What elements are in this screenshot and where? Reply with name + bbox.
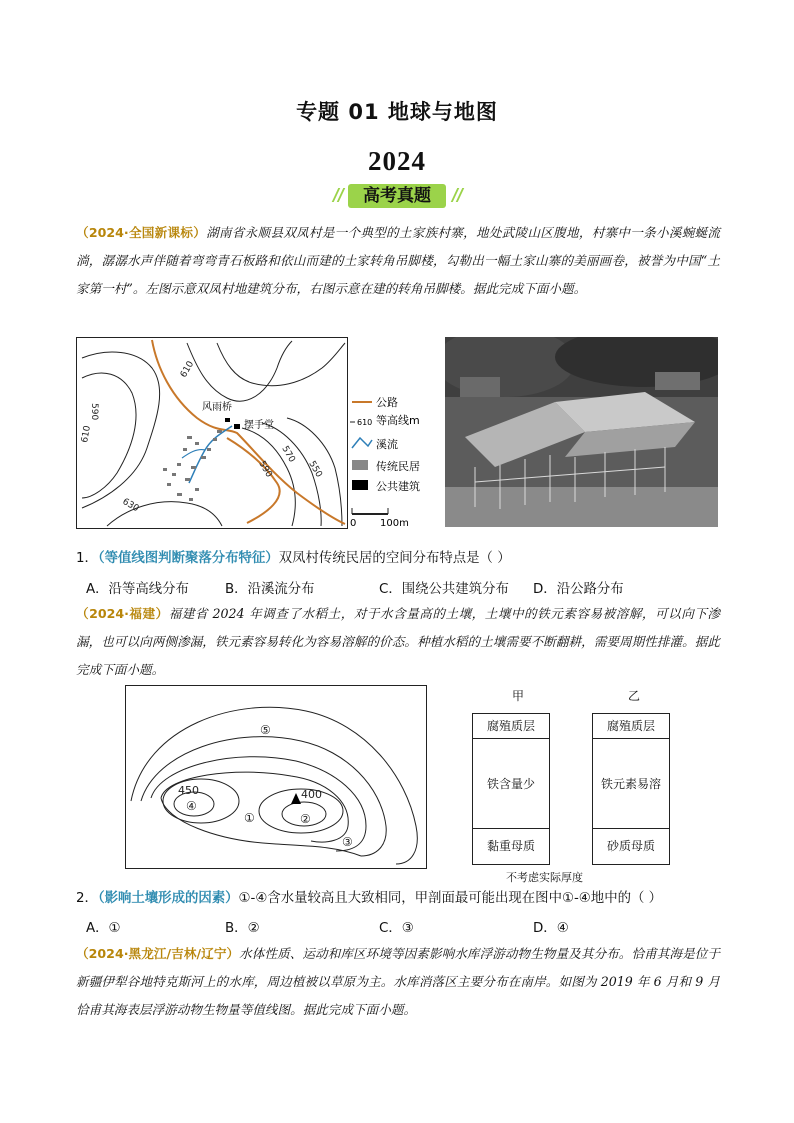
site-label: ⑤ bbox=[260, 723, 271, 737]
profile-column-1 bbox=[472, 713, 550, 865]
public-building bbox=[234, 424, 240, 429]
legend-road-label: 公路 bbox=[376, 396, 398, 409]
passage-2 bbox=[76, 600, 720, 684]
passage-text: 福建省 2024 年调查了水稻土，对于水含量高的土壤，土壤中的铁元素容易被溶解，可以向下渗漏，也可以向两侧渗漏，铁元素容易转化为容易溶解的价态。种植水稻的土壤需要不断翻耕，需要周期性排灌。据此完成下面小题。 bbox=[76, 606, 720, 677]
option-a[interactable]: A．沿等高线分布 bbox=[86, 582, 189, 597]
profile-layer: 铁元素易溶 bbox=[593, 739, 669, 829]
profile-column-2 bbox=[592, 713, 670, 865]
legend-stream-sample bbox=[352, 438, 372, 448]
peak-triangle-icon bbox=[291, 793, 301, 804]
question-tag: （等值线图判断聚落分布特征） bbox=[97, 551, 279, 566]
profile-layer: 腐殖质层 bbox=[593, 714, 669, 739]
question-number: 1． bbox=[76, 551, 98, 566]
contour-label: 590 bbox=[89, 403, 99, 421]
contour-value: 400 bbox=[301, 788, 322, 801]
option-b[interactable]: B．② bbox=[225, 921, 260, 936]
scale-end: 100m bbox=[380, 518, 409, 529]
site-label: ③ bbox=[342, 835, 353, 849]
legend-contour-label: 等高线m bbox=[376, 414, 420, 427]
profile-title-1: 甲 bbox=[512, 689, 525, 703]
passage-3 bbox=[76, 940, 720, 1024]
bridge-label: 风雨桥 bbox=[202, 402, 232, 413]
profile-note: 不考虑实际厚度 bbox=[506, 871, 583, 884]
hall-label: 摆手堂 bbox=[244, 420, 274, 431]
stream-line bbox=[189, 426, 232, 483]
site-label: ① bbox=[244, 811, 255, 825]
option-c[interactable]: C．③ bbox=[379, 921, 414, 936]
contour-value: 450 bbox=[178, 784, 199, 797]
road-line bbox=[152, 340, 345, 524]
scale-zero: 0 bbox=[350, 518, 357, 529]
option-b[interactable]: B．沿溪流分布 bbox=[225, 582, 315, 597]
legend-stream-label: 溪流 bbox=[376, 438, 398, 451]
profile-layer: 砂质母质 bbox=[606, 839, 655, 853]
year-heading: 2024 bbox=[368, 146, 426, 176]
contour-line bbox=[151, 757, 366, 851]
contour-label: 590 bbox=[256, 459, 274, 480]
legend-contour-value: 610 bbox=[357, 418, 373, 427]
option-d[interactable]: D．④ bbox=[533, 921, 569, 936]
section-label: 高考真题 bbox=[348, 184, 446, 208]
contour-line bbox=[82, 352, 160, 508]
passage-text: 湖南省永顺县双凤村是一个典型的土家族村寨，地处武陵山区腹地，村寨中一条小溪蜿蜒流淌，潺潺水声伴随着弯弯青石板路和依山而建的土家转角吊脚楼，勾勒出一幅土家山寨的美丽画卷，被誉为中国“土家第一村”。左图示意双凤村地建筑分布，右图示意在建的转角吊脚楼。据此完成下面小题。 bbox=[76, 225, 720, 296]
passage-1 bbox=[76, 219, 720, 303]
soil-contour-map bbox=[125, 685, 427, 869]
site-label: ④ bbox=[186, 799, 197, 813]
legend-svg bbox=[348, 390, 438, 530]
question-1 bbox=[76, 548, 726, 570]
option-d[interactable]: D．沿公路分布 bbox=[533, 582, 624, 597]
profile-layer: 黏重母质 bbox=[486, 839, 535, 853]
contour-label: 570 bbox=[279, 444, 297, 465]
question-stem: 双凤村传统民居的空间分布特点是（ ） bbox=[278, 551, 511, 566]
question-tag: （影响土壤形成的因素） bbox=[97, 891, 239, 906]
village-contour-map bbox=[76, 337, 348, 529]
source-tag: （2024·福建） bbox=[76, 606, 169, 621]
stilted-building-photo bbox=[445, 337, 718, 527]
traditional-houses bbox=[163, 430, 222, 501]
contour-label: 550 bbox=[306, 459, 324, 480]
contour-label: 610 bbox=[80, 424, 93, 444]
contour-label: 610 bbox=[178, 359, 197, 380]
question-number: 2． bbox=[76, 891, 98, 906]
option-c[interactable]: C．围绕公共建筑分布 bbox=[379, 582, 509, 597]
contour-line bbox=[217, 343, 345, 386]
section-ribbon bbox=[333, 182, 463, 212]
source-tag: （2024·黑龙江/吉林/辽宁） bbox=[76, 946, 240, 961]
contour-map-svg bbox=[77, 338, 347, 528]
map-legend bbox=[348, 390, 438, 530]
passage-text: 水体性质、运动和库区环境等因素影响水库浮游动物生物量及其分布。恰甫其海是位于新疆伊犁谷地特克斯河上的水库，周边植被以草原为主。水库消落区主要分布在南岸。如图为 2019 年 6 月和 9 月恰甫其海表层浮游动物生物量等值线图。据此完成下面小题。 bbox=[76, 946, 720, 1017]
page-title: 专题 01 地球与地图 bbox=[296, 100, 498, 124]
legend-public-sample bbox=[352, 480, 368, 490]
profile-layer: 腐殖质层 bbox=[473, 714, 549, 739]
legend-public-label: 公共建筑 bbox=[376, 480, 420, 493]
profile-title-2: 乙 bbox=[628, 689, 641, 703]
source-tag: （2024·全国新课标） bbox=[76, 225, 207, 240]
site-label: ② bbox=[300, 812, 311, 826]
public-building bbox=[225, 418, 230, 422]
legend-house-label: 传统民居 bbox=[376, 460, 420, 473]
contour-line bbox=[187, 341, 292, 401]
profile-layer: 铁含量少 bbox=[473, 739, 549, 829]
question-2 bbox=[76, 888, 726, 910]
contour-label: 630 bbox=[120, 496, 141, 515]
q1-options bbox=[86, 578, 726, 598]
option-a[interactable]: A．① bbox=[86, 921, 121, 936]
soil-profiles bbox=[460, 685, 700, 885]
q2-options bbox=[86, 917, 726, 937]
photo-illustration bbox=[445, 337, 718, 527]
soil-map-svg bbox=[126, 686, 426, 868]
legend-house-sample bbox=[352, 460, 368, 470]
question-stem: ①-④含水量较高且大致相同，甲剖面最可能出现在图中①-④地中的（ ） bbox=[238, 891, 663, 906]
